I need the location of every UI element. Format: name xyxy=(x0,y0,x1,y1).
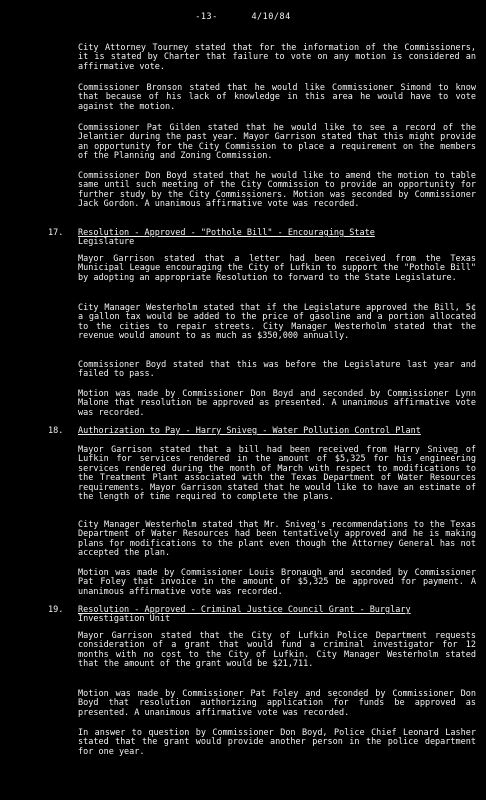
paragraph-item-17-2: City Manager Westerholm stated that if the Legislature approved the Bill, 5¢ a gallon tax would be added to the price of gasoline and a portion allocated to the cities to repair streets. City Manager Westerholm stated that the revenue would amount to as much as $350,000 annually. xyxy=(78,303,476,342)
page-header xyxy=(0,13,486,22)
item-heading xyxy=(78,229,476,248)
item-heading xyxy=(78,427,476,436)
page-date: 4/10/84 xyxy=(251,12,291,22)
paragraph-item-19-3: In answer to question by Commissioner Don Boyd, Police Chief Leonard Lasher stated that the grant would provide another person in the police department for one year. xyxy=(78,728,476,757)
paragraph-city-attorney: City Attorney Tourney stated that for the information of the Commissioners, it is stated by Charter that failure to vote on any motion is considered an affirmative vote. xyxy=(78,43,476,72)
item-number: 17. xyxy=(48,228,64,238)
paragraph-boyd-amend: Commissioner Don Boyd stated that he would like to amend the motion to table same until such meeting of the City Commission to provide an opportunity for further study by the City Commissioners. Motion was seconded by Commissioner Jack Gordon. A unanimous affirmative vote was recorded. xyxy=(78,171,476,210)
item-heading-underlined: Authorization to Pay - Harry Sniveg - Water Pollution Control Plant xyxy=(78,426,421,436)
page-number: -13- xyxy=(195,12,218,22)
item-heading-rest: Legislature xyxy=(78,237,135,248)
paragraph-item-18-1: Mayor Garrison stated that a bill had been received from Harry Sniveg of Lufkin for services rendered in the amount of $5,325 for his engineering services rendered during the month of March with respect to modifications to the Treatment Plant associated with the Texas Department of Water Resources requirements. Mayor Garrison stated that he would like to have an estimate of the length of time required to complete the plans. xyxy=(78,445,476,503)
item-number: 19. xyxy=(48,605,64,615)
paragraph-item-19-1: Mayor Garrison stated that the City of Lufkin Police Department requests consideration of a grant that would fund a criminal investigator for 12 months with no cost to the City of Lufkin. City Manager Westerholm stated that the amount of the grant would be $21,711. xyxy=(78,631,476,670)
paragraph-bronson: Commissioner Bronson stated that he would like Commissioner Simond to know that because of his lack of knowledge in this area he would have to vote against the motion. xyxy=(78,83,476,112)
item-heading-underlined: Resolution - Approved - "Pothole Bill" - Encouraging State xyxy=(78,228,375,238)
paragraph-item-19-2: Motion was made by Commissioner Pat Foley and seconded by Commissioner Don Boyd that resolution authorizing application for funds be approved as presented. A unanimous affirmative vote was recorded. xyxy=(78,689,476,718)
paragraph-item-17-4: Motion was made by Commissioner Don Boyd and seconded by Commissioner Lynn Malone that resolution be approved as presented. A unanimous affirmative vote was recorded. xyxy=(78,389,476,418)
paragraph-item-18-2: City Manager Westerholm stated that Mr. Sniveg's recommendations to the Texas Department of Water Resources had been tentatively approved and he is making plans for modifications to the plant even though the Attorney General has not accepted the plan. xyxy=(78,520,476,559)
paragraph-gilden: Commissioner Pat Gilden stated that he would like to see a record of the Jelantier during the past year. Mayor Garrison stated that this might provide an opportunity for the City Commission to place a requirement on the members of the Planning and Zoning Commission. xyxy=(78,123,476,162)
paragraph-item-17-1: Mayor Garrison stated that a letter had been received from the Texas Municipal League encouraging the City of Lufkin to support the "Pothole Bill" by adopting an appropriate Resolution to forward to the State Legislature. xyxy=(78,254,476,283)
item-number: 18. xyxy=(48,426,64,436)
item-heading-rest: Investigation Unit xyxy=(78,614,171,625)
paragraph-item-18-3: Motion was made by Commissioner Louis Bronaugh and seconded by Commissioner Pat Foley that invoice in the amount of $5,325 be approved for payment. A unanimous affirmative vote was recorded. xyxy=(78,568,476,597)
item-heading-underlined: Resolution - Approved - Criminal Justice Council Grant - Burglary xyxy=(78,605,411,615)
item-heading xyxy=(78,606,476,625)
paragraph-item-17-3: Commissioner Boyd stated that this was before the Legislature last year and failed to pass. xyxy=(78,360,476,380)
